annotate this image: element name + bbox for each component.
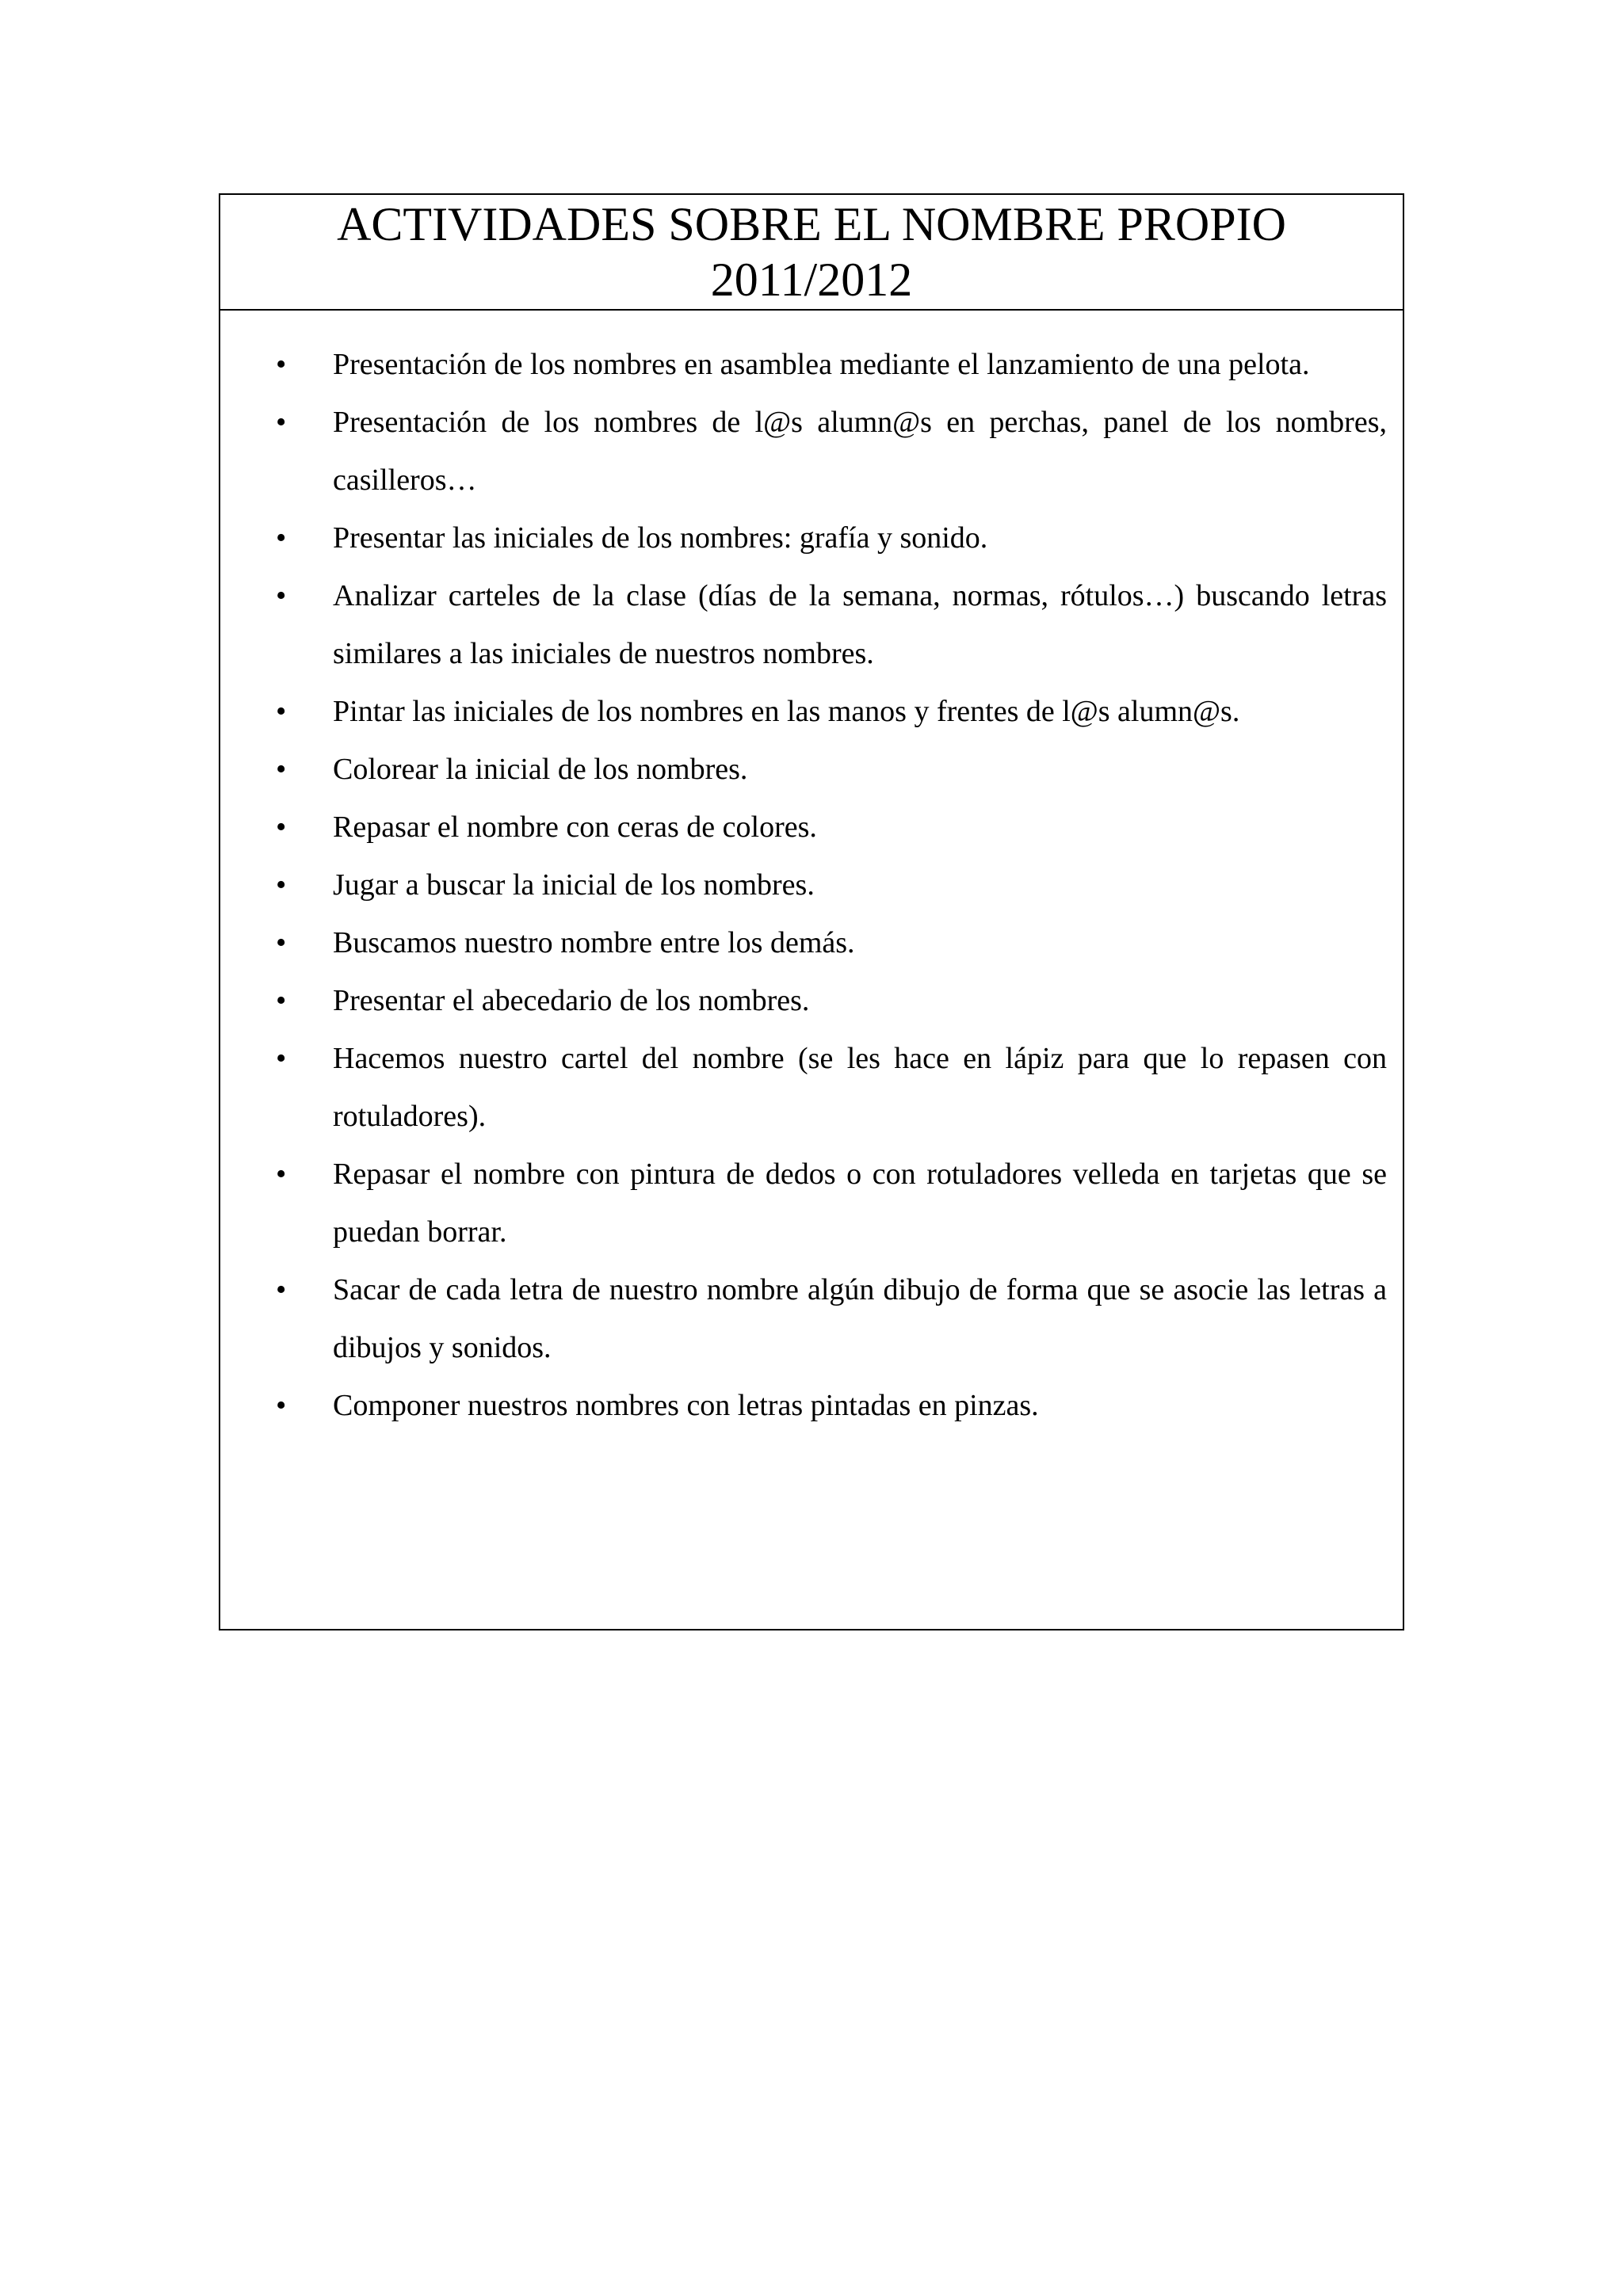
activity-text: Componer nuestros nombres con letras pintadas en pinzas. bbox=[333, 1389, 1039, 1422]
activity-text: Buscamos nuestro nombre entre los demás. bbox=[333, 926, 855, 959]
activity-text: Repasar el nombre con ceras de colores. bbox=[333, 810, 817, 844]
bullet-icon: • bbox=[276, 348, 287, 381]
bullet-icon: • bbox=[276, 984, 287, 1017]
bullet-icon: • bbox=[276, 1273, 287, 1306]
activity-text: Repasar el nombre con pintura de dedos o con rotuladores velleda en tarjetas que se puedan borrar. bbox=[333, 1158, 1387, 1249]
list-item bbox=[276, 856, 1387, 914]
list-item bbox=[276, 683, 1387, 741]
document-header bbox=[220, 195, 1403, 311]
list-item bbox=[276, 914, 1387, 972]
bullet-icon: • bbox=[276, 1389, 287, 1422]
list-item bbox=[276, 1377, 1387, 1435]
bullet-icon: • bbox=[276, 926, 287, 959]
activity-text: Presentar las iniciales de los nombres: grafía y sonido. bbox=[333, 521, 988, 555]
bullet-icon: • bbox=[276, 406, 287, 439]
list-item bbox=[276, 567, 1387, 683]
school-year: 2011/2012 bbox=[710, 254, 913, 306]
activity-text: Hacemos nuestro cartel del nombre (se les hace en lápiz para que lo repasen con rotuladores). bbox=[333, 1042, 1387, 1133]
activity-text: Jugar a buscar la inicial de los nombres. bbox=[333, 868, 815, 902]
activity-text: Sacar de cada letra de nuestro nombre algún dibujo de forma que se asocie las letras a dibujos y sonidos. bbox=[333, 1273, 1387, 1364]
activity-text: Presentar el abecedario de los nombres. bbox=[333, 984, 810, 1017]
list-item bbox=[276, 1030, 1387, 1146]
list-item bbox=[276, 1146, 1387, 1261]
bullet-icon: • bbox=[276, 753, 287, 786]
activity-text: Presentación de los nombres de l@s alumn@s en perchas, panel de los nombres, casilleros… bbox=[333, 406, 1387, 497]
list-item bbox=[276, 509, 1387, 567]
list-item bbox=[276, 1261, 1387, 1377]
activity-text: Analizar carteles de la clase (días de la semana, normas, rótulos…) buscando letras similares a las iniciales de nuestros nombres. bbox=[333, 579, 1387, 670]
activity-list bbox=[220, 336, 1403, 1435]
activities-box bbox=[219, 193, 1404, 1630]
list-item bbox=[276, 741, 1387, 799]
activity-text: Colorear la inicial de los nombres. bbox=[333, 753, 748, 786]
bullet-icon: • bbox=[276, 868, 287, 902]
list-item bbox=[276, 972, 1387, 1030]
list-item bbox=[276, 799, 1387, 856]
page-title: ACTIVIDADES SOBRE EL NOMBRE PROPIO bbox=[337, 198, 1286, 250]
activity-text: Pintar las iniciales de los nombres en las manos y frentes de l@s alumn@s. bbox=[333, 695, 1240, 728]
bullet-icon: • bbox=[276, 695, 287, 728]
bullet-icon: • bbox=[276, 579, 287, 612]
bullet-icon: • bbox=[276, 1158, 287, 1191]
activity-text: Presentación de los nombres en asamblea mediante el lanzamiento de una pelota. bbox=[333, 348, 1310, 381]
list-item bbox=[276, 336, 1387, 394]
bullet-icon: • bbox=[276, 1042, 287, 1075]
list-item bbox=[276, 394, 1387, 509]
bullet-icon: • bbox=[276, 810, 287, 844]
bullet-icon: • bbox=[276, 521, 287, 555]
